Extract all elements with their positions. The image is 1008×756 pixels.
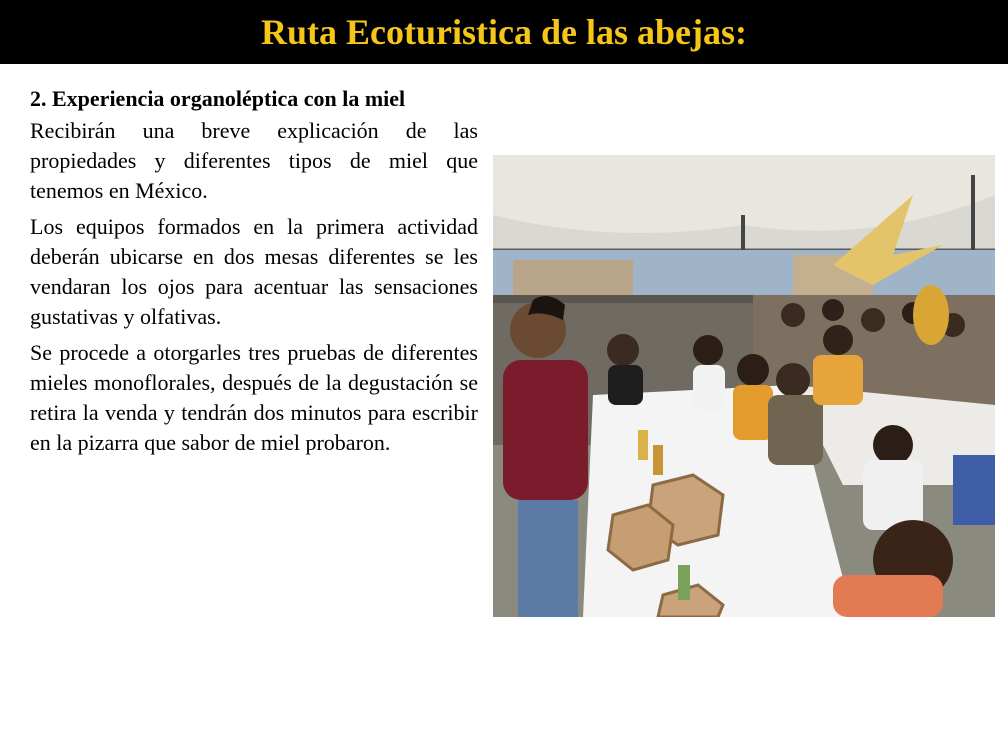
paragraph-3: Se procede a otorgarles tres pruebas de diferentes mieles monoflorales, después de la degustación se retira la venda y tendrán dos minutos para escribir en la pizarra que sabor de miel probaron. [30,340,478,455]
text-column [30,86,478,464]
paragraph-1: Recibirán una breve explicación de las propiedades y diferentes tipos de miel que tenemos en México. [30,118,478,203]
slide-title: Ruta Ecoturistica de las abejas: [261,12,747,52]
section-heading: 2. Experiencia organoléptica con la miel [30,86,406,111]
event-photo [493,155,995,617]
paragraph-2: Los equipos formados en la primera actividad deberán ubicarse en dos mesas diferentes se les vendaran los ojos para acentuar las sensaciones gustativas y olfativas. [30,214,478,329]
honey-tasting-photo [493,155,995,617]
title-bar [0,0,1008,64]
